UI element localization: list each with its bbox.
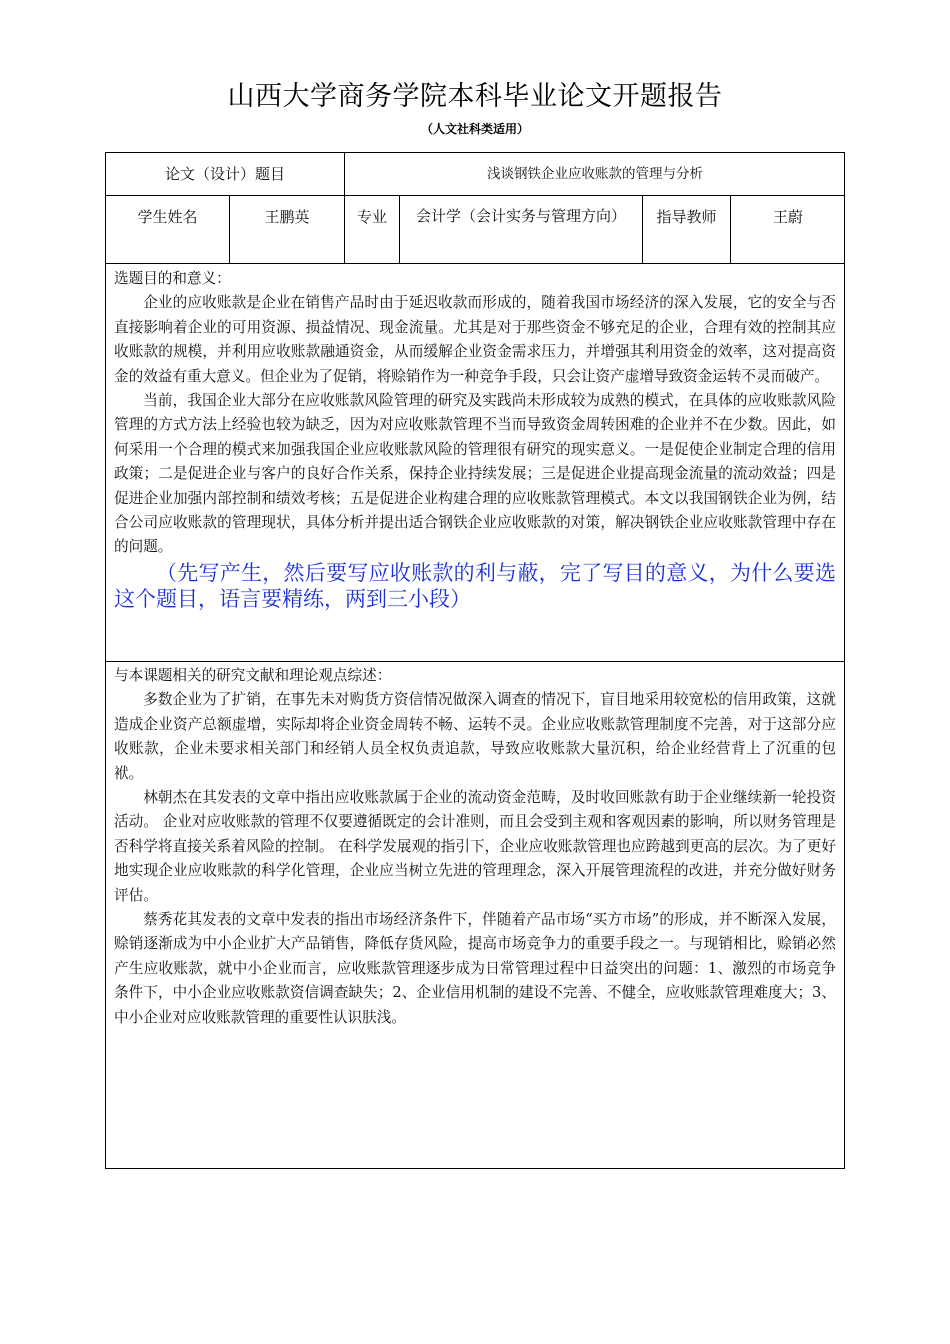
review-paragraph: 蔡秀花其发表的文章中发表的指出市场经济条件下，伴随着产品市场“买方市场”的形成，并不断深入发展，赊销逐渐成为中小企业扩大产品销售，降低存货风险，提高市场竞争力的重要手段之一。与现销相比，赊销必然产生应收账款，就中小企业而言，应收账款管理逐步成为日常管理过程中日益突出的问题：1、激烈的市场竞争条件下，中小企业应收账款资信调查缺失；2、企业信用机制的建设不完善、不健全，应收账款管理难度大；3、中小企业对应收账款管理的重要性认识肤浅。 xyxy=(114,911,836,1026)
row-divider xyxy=(106,195,844,196)
purpose-heading: 选题目的和意义： xyxy=(114,270,231,287)
instruction-note: （先写产生，然后要写应收账款的利与蔽，完了写目的意义，为什么要选这个题目，语言要精练，两到三小段） xyxy=(114,560,836,611)
topic-value: 浅谈钢铁企业应收账款的管理与分析 xyxy=(487,166,703,182)
purpose-paragraph: 当前，我国企业大部分在应收账款风险管理的研究及实践尚未形成较为成熟的模式，在具体的应收账款风险管理的方式方法上经验也较为缺乏，因为对应收账款管理不当而导致资金周转困难的企业并不在少数。因此，如何采用一个合理的模式来加强我国企业应收账款风险的管理很有研究的现实意义。一是促使企业制定合理的信用政策；二是促进企业与客户的良好合作关系，保持企业持续发展；三是促进企业提高现金流量的流动效益；四是促进企业加强内部控制和绩效考核；五是促进企业构建合理的应收账款管理模式。本文以我国钢铁企业为例，结合公司应收账款的管理现状，具体分析并提出适合钢铁企业应收账款的对策，解决钢铁企业应收账款管理中存在的问题。 xyxy=(114,392,836,556)
review-paragraph: 多数企业为了扩销，在事先未对购货方资信情况做深入调查的情况下，盲目地采用较宽松的信用政策，这就造成企业资产总额虚增，实际却将企业资金周转不畅、运转不灵。企业应收账款管理制度不完善，对于这部分应收账款，企业未要求相关部门和经销人员全权负责追款，导致应收账款大量沉积，给企业经营背上了沉重的包袱。 xyxy=(114,691,836,782)
literature-review-section xyxy=(114,664,836,1030)
purpose-section xyxy=(114,267,836,612)
advisor-label: 指导教师 xyxy=(656,208,717,226)
topic-label: 论文（设计）题目 xyxy=(164,165,285,183)
column-divider xyxy=(399,195,400,263)
student-name-label: 学生姓名 xyxy=(137,208,198,226)
document-title: 山西大学商务学院本科毕业论文开题报告 xyxy=(227,81,723,112)
review-heading: 与本课题相关的研究文献和理论观点综述： xyxy=(114,667,392,684)
row-divider xyxy=(106,263,844,264)
major-label: 专业 xyxy=(356,208,387,226)
advisor-value: 王蔚 xyxy=(772,208,803,226)
student-name-value: 王鹏英 xyxy=(264,208,310,226)
report-form xyxy=(105,152,845,1169)
row-divider xyxy=(106,661,844,662)
document-subtitle: （人文社科类适用） xyxy=(420,122,529,136)
review-paragraph: 林朝杰在其发表的文章中指出应收账款属于企业的流动资金范畴，及时收回账款有助于企业继续新一轮投资活动。 企业对应收账款的管理不仅要遵循既定的会计准则，而且会受到主观和客观因素的影响，所以财务管理是否科学将直接关系着风险的控制。 在科学发展观的指引下，企业应收账款管理也应跨越到更高的层次。为了更好地实现企业应收账款的科学化管理，企业应当树立先进的管理理念，深入开展管理流程的改进，并充分做好财务评估。 xyxy=(114,789,836,904)
major-value: 会计学（会计实务与管理方向） xyxy=(415,207,626,225)
purpose-paragraph: 企业的应收账款是企业在销售产品时由于延迟收款而形成的，随着我国市场经济的深入发展，它的安全与否直接影响着企业的可用资源、损益情况、现金流量。尤其是对于那些资金不够充足的企业，合理有效的控制其应收账款的规模，并利用应收账款融通资金，从而缓解企业资金需求压力，并增强其利用资金的效率，这对提高资金的效益有重大意义。但企业为了促销，将赊销作为一种竞争手段，只会让资产虚增导致资金运转不灵而破产。 xyxy=(114,294,836,385)
